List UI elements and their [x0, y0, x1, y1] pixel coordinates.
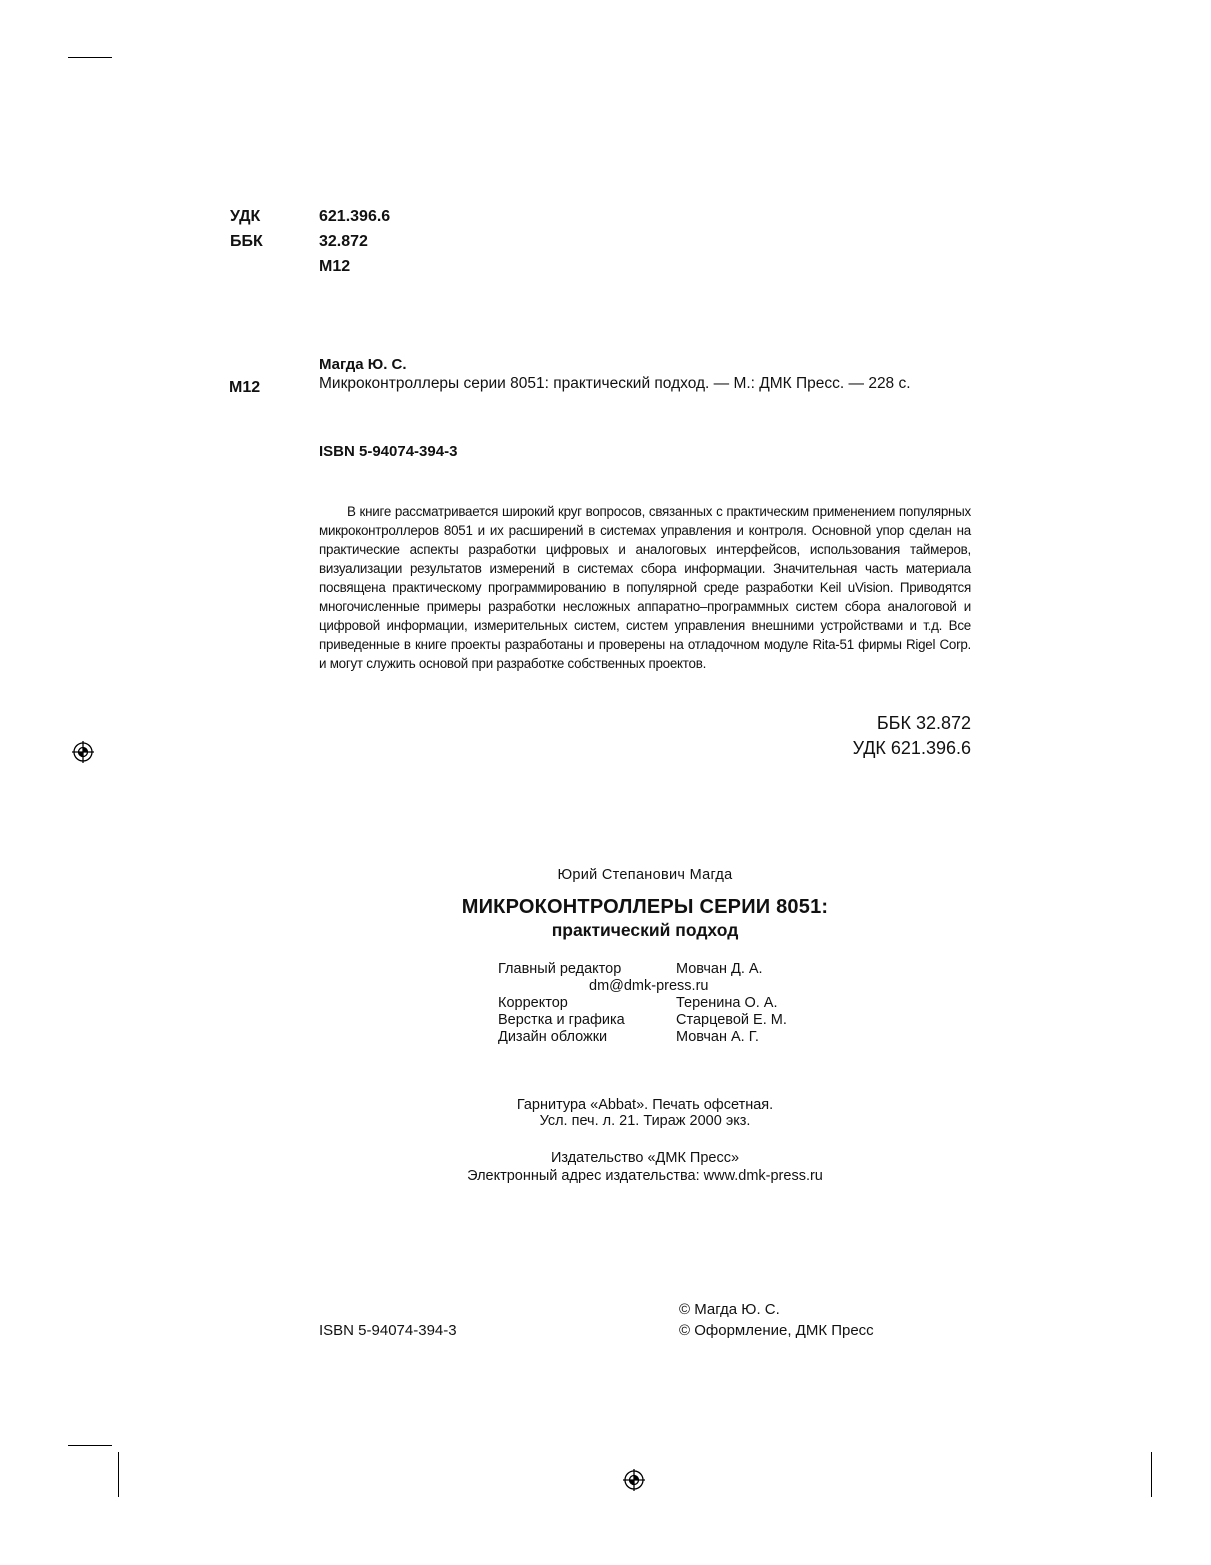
- citation: Микроконтроллеры серии 8051: практический подход. — М.: ДМК Пресс. — 228 с.: [319, 375, 911, 392]
- abstract: В книге рассматривается широкий круг вопросов, связанных с практическим применением популярных микроконтроллеров 8051 и их расширений в системах управления и контроля. Основной упор сделан на практические аспекты разработки цифровых и аналоговых интерфейсов, использования таймеров, визуализации результатов измерений в системах сбора информации. Значительная часть материала посвящена практическому программированию в популярной среде разработки Keil uVision. Приводятся многочисленные примеры разработки несложных аппаратно–программных систем сбора аналоговой и цифровой информации, измерительных систем, систем управления внешними устройствами и т.д. Все приведенные в книге проекты разработаны и проверены на отладочном модуле Rita-51 фирмы Rigel Corp. и могут служить основой при разработке собственных проектов.: [319, 504, 971, 671]
- registration-mark-left-icon: [72, 741, 94, 763]
- author-short: Магда Ю. С.: [319, 356, 407, 373]
- credit-name-chief-editor: Мовчан Д. А.: [676, 961, 763, 977]
- isbn-bottom: ISBN 5-94074-394-3: [319, 1322, 457, 1339]
- credit-role-layout: Верстка и графика: [498, 1012, 625, 1028]
- isbn-top: ISBN 5-94074-394-3: [319, 443, 458, 460]
- udk-label: УДК: [230, 208, 261, 225]
- credit-role-cover: Дизайн обложки: [498, 1029, 608, 1045]
- imprint-print-run: Усл. печ. л. 21. Тираж 2000 экз.: [539, 1113, 751, 1129]
- crop-mark-bottom-left-vertical: [118, 1452, 119, 1497]
- imprint-web: Электронный адрес издательства: www.dmk-press.ru: [467, 1168, 823, 1184]
- udk-right: УДК 621.396.6: [852, 738, 971, 758]
- credit-role-chief-editor: Главный редактор: [498, 961, 622, 977]
- bbk-right: ББК 32.872: [876, 713, 971, 733]
- imprint-typeface: Гарнитура «Abbat». Печать офсетная.: [516, 1097, 774, 1113]
- credit-role-proofreader: Корректор: [498, 995, 568, 1011]
- credit-name-cover: Мовчан А. Г.: [676, 1029, 759, 1045]
- credit-name-layout: Старцевой Е. М.: [676, 1012, 787, 1028]
- copyright-design: © Оформление, ДМК Пресс: [679, 1322, 874, 1339]
- bbk-label: ББК: [230, 233, 263, 250]
- author-mark-side: М12: [229, 379, 261, 396]
- crop-mark-bottom-left: [68, 1445, 112, 1446]
- copyright-author: © Магда Ю. С.: [679, 1301, 780, 1318]
- credit-name-proofreader: Теренина О. А.: [676, 995, 778, 1011]
- book-subtitle: практический подход: [551, 920, 739, 940]
- udk-value: 621.396.6: [319, 208, 391, 225]
- registration-mark-bottom-icon: [623, 1469, 645, 1491]
- crop-mark-bottom-right-vertical: [1151, 1452, 1152, 1497]
- book-title: МИКРОКОНТРОЛЛЕРЫ СЕРИИ 8051:: [461, 896, 829, 918]
- crop-mark-top-left: [68, 57, 112, 58]
- imprint-publisher: Издательство «ДМК Пресс»: [550, 1150, 740, 1166]
- bbk-value: 32.872: [319, 233, 368, 250]
- author-mark: М12: [319, 258, 351, 275]
- book-author: Юрий Степанович Магда: [557, 867, 733, 883]
- credit-email: dm@dmk-press.ru: [589, 978, 709, 994]
